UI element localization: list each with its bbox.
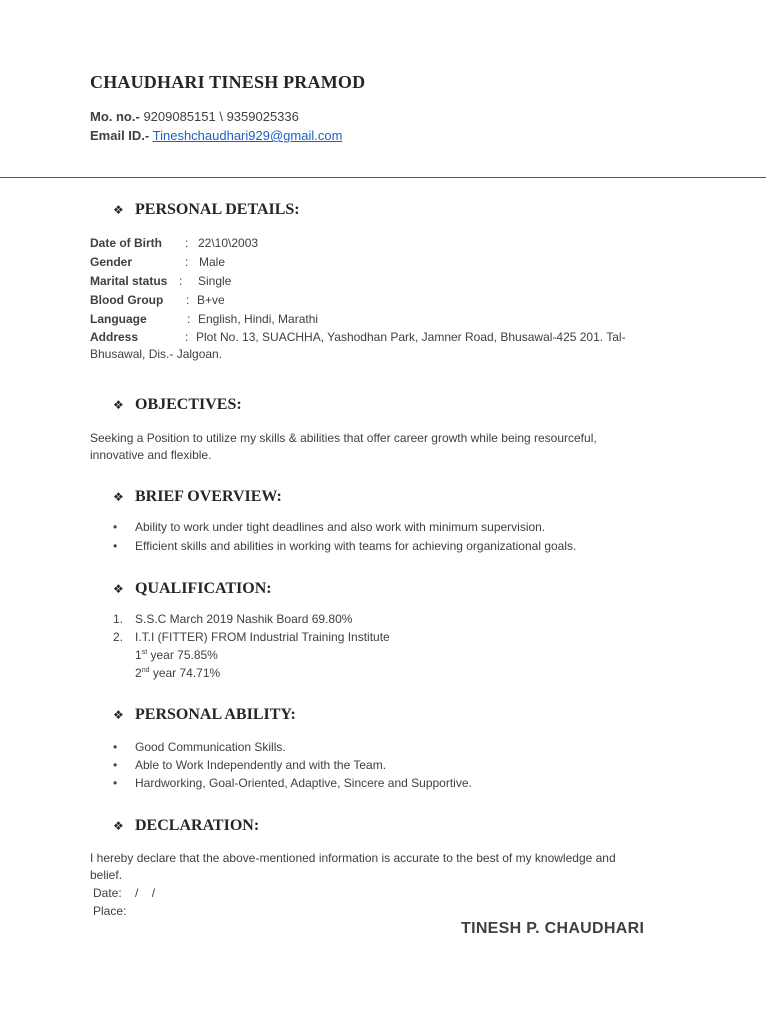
year-1-result	[135, 648, 218, 662]
bullet-dot-icon: •	[113, 740, 118, 754]
date-line	[93, 884, 155, 902]
declaration-line-2: belief.	[90, 868, 123, 882]
diamond-icon: ❖	[113, 708, 124, 722]
diamond-icon: ❖	[113, 819, 124, 833]
detail-colon: :	[185, 236, 189, 250]
diamond-icon: ❖	[113, 203, 124, 217]
detail-label: Address	[90, 330, 139, 344]
item-number: 2.	[113, 630, 124, 644]
brief-overview-heading	[113, 488, 282, 506]
place-label: Place:	[93, 904, 127, 918]
detail-row-language	[90, 312, 318, 330]
declaration-title: DECLARATION:	[135, 817, 260, 834]
detail-label: Marital status	[90, 274, 168, 288]
email-label: Email ID.-	[90, 128, 150, 143]
mobile-line	[90, 109, 299, 124]
year-2-result	[135, 666, 220, 680]
detail-label: Language	[90, 312, 147, 326]
year-1-sup: st	[141, 649, 148, 656]
address-line-2: Bhusawal, Dis.- Jalgoan.	[90, 347, 223, 361]
list-item-text: Ability to work under tight deadlines and also work with minimum supervision.	[135, 520, 546, 534]
detail-value: 22\10\2003	[198, 236, 259, 250]
list-item	[113, 758, 386, 772]
date-label: Date:	[93, 886, 122, 900]
detail-colon: :	[179, 274, 183, 288]
objectives-title: OBJECTIVES:	[135, 396, 242, 413]
item-number: 1.	[113, 612, 124, 626]
declaration-line-1: I hereby declare that the above-mentioned information is accurate to the best of my knowledge and	[90, 851, 616, 865]
detail-row-marital	[90, 274, 231, 292]
qualification-item	[113, 612, 352, 626]
bullet-dot-icon: •	[113, 520, 118, 534]
qualification-heading	[113, 580, 272, 598]
detail-colon: :	[186, 293, 190, 307]
qualification-text: I.T.I (FITTER) FROM Industrial Training Institute	[135, 630, 390, 644]
email-link[interactable]: Tineshchaudhari929@gmail.com	[152, 128, 343, 143]
year-2-sup: nd	[141, 667, 150, 674]
detail-label: Gender	[90, 255, 133, 269]
detail-value: Single	[198, 274, 232, 288]
detail-colon: :	[187, 312, 191, 326]
detail-row-dob	[90, 236, 258, 254]
list-item-text: Efficient skills and abilities in working with teams for achieving organizational goals.	[135, 539, 577, 553]
header-divider	[0, 177, 766, 178]
personal-ability-title: PERSONAL ABILITY:	[135, 706, 296, 723]
diamond-icon: ❖	[113, 582, 124, 596]
year-1-num: 1	[135, 648, 142, 662]
list-item	[113, 520, 545, 534]
declaration-heading	[113, 817, 259, 835]
year-1-text: year 75.85%	[147, 648, 218, 662]
detail-value: Male	[199, 255, 226, 269]
qualification-text: S.S.C March 2019 Nashik Board 69.80%	[135, 612, 353, 626]
detail-colon: :	[185, 255, 189, 269]
list-item-text: Good Communication Skills.	[135, 740, 286, 754]
list-item-text: Hardworking, Goal-Oriented, Adaptive, Sincere and Supportive.	[135, 776, 472, 790]
brief-overview-title: BRIEF OVERVIEW:	[135, 488, 282, 505]
mobile-value: 9209085151 \ 9359025336	[139, 109, 299, 124]
objectives-line-1: Seeking a Position to utilize my skills & abilities that offer career growth while being resourceful,	[90, 431, 597, 445]
list-item	[113, 539, 576, 553]
list-item	[113, 740, 286, 754]
signature-name: TINESH P. CHAUDHARI	[461, 920, 645, 937]
list-item	[113, 776, 472, 790]
personal-details-title: PERSONAL DETAILS:	[135, 201, 300, 218]
detail-label: Date of Birth	[90, 236, 162, 250]
detail-colon: :	[185, 330, 189, 344]
detail-row-blood	[90, 293, 225, 311]
diamond-icon: ❖	[113, 490, 124, 504]
detail-value: English, Hindi, Marathi	[198, 312, 319, 326]
year-2-num: 2	[135, 666, 142, 680]
bullet-dot-icon: •	[113, 776, 118, 790]
detail-value: B+ve	[197, 293, 225, 307]
email-line	[90, 128, 342, 143]
date-value: / /	[135, 886, 156, 900]
personal-ability-heading	[113, 706, 296, 724]
bullet-dot-icon: •	[113, 758, 118, 772]
objectives-line-2: innovative and flexible.	[90, 448, 212, 462]
objectives-heading	[113, 396, 242, 414]
qualification-title: QUALIFICATION:	[135, 580, 272, 597]
detail-row-address	[90, 330, 626, 348]
qualification-item	[113, 630, 390, 644]
list-item-text: Able to Work Independently and with the Team.	[135, 758, 387, 772]
detail-label: Blood Group	[90, 293, 164, 307]
personal-details-heading	[113, 201, 300, 219]
detail-value: Plot No. 13, SUACHHA, Yashodhan Park, Jamner Road, Bhusawal-425 201. Tal-	[196, 330, 626, 344]
bullet-dot-icon: •	[113, 539, 118, 553]
mobile-label: Mo. no.-	[90, 109, 140, 124]
diamond-icon: ❖	[113, 398, 124, 412]
year-2-text: year 74.71%	[149, 666, 221, 680]
candidate-name: CHAUDHARI TINESH PRAMOD	[90, 72, 366, 92]
detail-row-gender	[90, 255, 225, 273]
